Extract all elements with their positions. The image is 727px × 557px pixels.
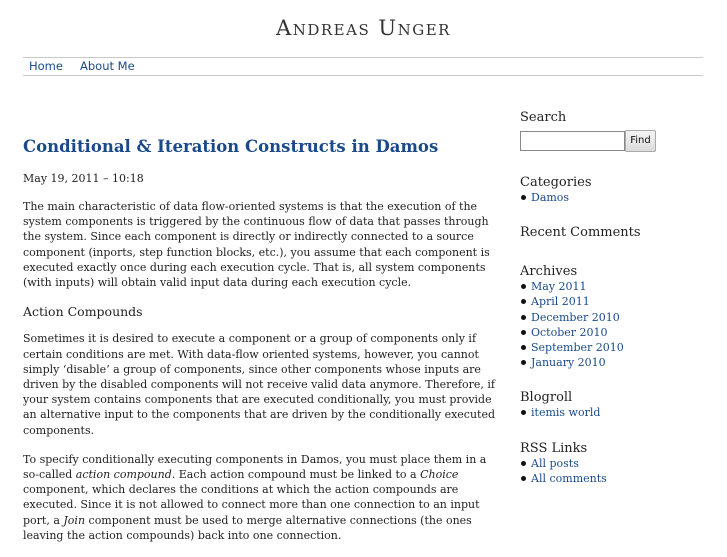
text-run: . Each action compound must be linked to a <box>171 468 421 482</box>
rss-widget <box>520 441 720 486</box>
archive-link[interactable]: January 2010 <box>520 355 720 370</box>
post-body <box>23 199 496 557</box>
emphasis-text: Choice <box>420 468 459 482</box>
categories-widget <box>520 175 720 205</box>
search-input[interactable] <box>520 131 625 151</box>
text-run: component must be used to merge alternative connections (the ones leaving the action compounds) back into one connection. <box>23 513 472 542</box>
main-nav <box>23 57 703 76</box>
archive-link[interactable]: December 2010 <box>520 310 720 325</box>
post-paragraph <box>23 452 496 543</box>
widget-title: Categories <box>520 175 592 190</box>
nav-item-about-me[interactable]: About Me <box>80 59 135 73</box>
text-run: To specify conditionally executing components in Damos, you must place them in a so-called <box>23 452 487 482</box>
find-button[interactable]: Find <box>625 130 656 152</box>
post-paragraph: The main characteristic of data flow-oriented systems is that the execution of the system components is triggered by the continuous flow of data that passes through the system. Since each component is directly or indirectly connected to a source component (inports, step function blocks, etc.), you assume that each component is executed exactly once during each execution cycle. That is, all system components (with inputs) will obtain valid input data during each execution cycle. <box>23 200 490 290</box>
site-title[interactable]: Andreas Unger <box>276 16 451 40</box>
archives-widget <box>520 264 720 370</box>
archive-link[interactable]: April 2011 <box>520 294 720 309</box>
widget-title: Recent Comments <box>520 225 641 241</box>
rss-link-all-posts[interactable]: All posts <box>520 456 720 471</box>
post-paragraph: Sometimes it is desired to execute a component or a group of components only if certain conditions are met. With data-flow oriented systems, however, you cannot simply ‘disable’ a group of components, since other components whose inputs are driven by the disabled components will not receive valid data anymore. Therefore, if your system contains components that are executed conditionally, you must provide an alternative input to the components that are driven by the conditionally executed components. <box>23 332 496 437</box>
text-run: component, which declares the conditions at which the action compounds are executed. Since it is not allowed to connect more than one connection to an input port, a <box>23 483 480 527</box>
blogroll-link[interactable]: itemis world <box>520 405 720 420</box>
archive-link[interactable]: May 2011 <box>520 279 720 294</box>
post-title[interactable]: Conditional & Iteration Constructs in Damos <box>23 137 439 156</box>
recent-comments-widget <box>520 225 720 240</box>
section-heading: Action Compounds <box>23 304 143 320</box>
widget-title: Search <box>520 110 567 125</box>
nav-item-home[interactable]: Home <box>29 59 63 73</box>
widget-title: Blogroll <box>520 390 573 406</box>
archive-link[interactable]: September 2010 <box>520 340 720 355</box>
search-widget <box>520 110 720 153</box>
emphasis-text: Join <box>63 513 86 527</box>
sidebar <box>520 110 720 504</box>
emphasis-text: action compound <box>75 468 172 482</box>
category-link-damos[interactable]: Damos <box>520 190 720 205</box>
blogroll-widget <box>520 390 720 420</box>
post-date: May 19, 2011 – 10:18 <box>23 172 144 185</box>
widget-title: RSS Links <box>520 440 588 456</box>
archive-link[interactable]: October 2010 <box>520 325 720 340</box>
widget-title: Archives <box>520 264 578 280</box>
rss-link-all-comments[interactable]: All comments <box>520 471 720 486</box>
